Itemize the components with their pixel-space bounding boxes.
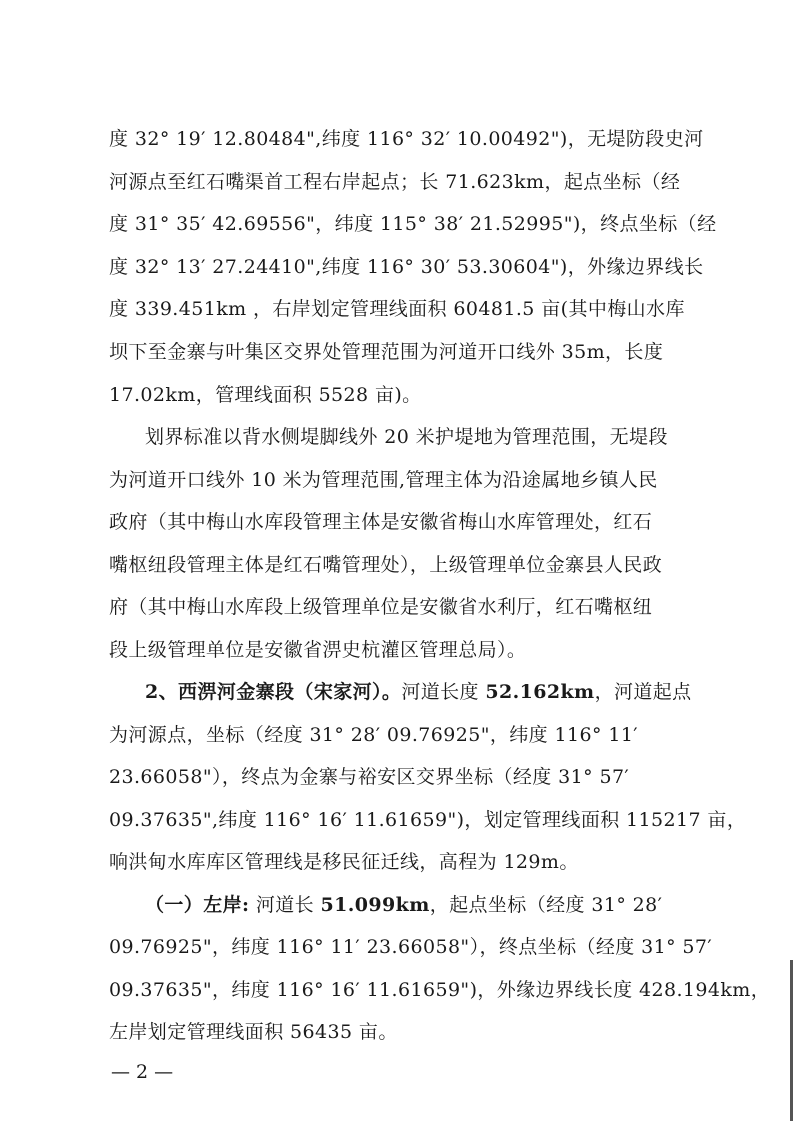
paragraph-line: 嘴枢纽段管理主体是红石嘴管理处），上级管理单位金寨县人民政: [109, 554, 663, 576]
length-value: 52.162km: [485, 681, 595, 703]
section-heading-line: [145, 680, 692, 704]
paragraph-line: 度 32° 19′ 12.80484",纬度 116° 32′ 10.00492")，无堤防段史河: [109, 128, 704, 150]
length-prefix: 河道长度: [401, 681, 486, 703]
line-suffix: ，河道起点: [594, 681, 692, 703]
paragraph-line: 为河源点，坐标（经度 31° 28′ 09.76925"，纬度 116° 11′: [109, 724, 639, 746]
section-heading-period: 。: [381, 681, 402, 703]
paragraph-line: 响洪甸水库库区管理线是移民征迁线，高程为 129m。: [109, 851, 579, 873]
paragraph-line: 政府（其中梅山水库段管理主体是安徽省梅山水库管理处，红石: [109, 511, 653, 533]
page-number: — 2 —: [111, 1061, 174, 1083]
paragraph-line: 17.02km，管理线面积 5528 亩)。: [109, 384, 422, 406]
paragraph-line: 09.37635"，纬度 116° 16′ 11.61659")，外缘边界线长度 428.194km，: [109, 979, 771, 1001]
paragraph-line: 坝下至金寨与叶集区交界处管理范围为河道开口线外 35m，长度: [109, 341, 664, 363]
paragraph-line: 府（其中梅山水库段上级管理单位是安徽省水利厅，红石嘴枢纽: [109, 596, 653, 618]
paragraph-line: 23.66058"），终点为金寨与裕安区交界坐标（经度 31° 57′: [109, 766, 630, 788]
subsection-heading-line: [145, 893, 662, 917]
paragraph-line: 左岸划定管理线面积 56435 亩。: [109, 1021, 398, 1043]
subsection-label: （一）左岸:: [145, 894, 250, 916]
paragraph-line: 度 339.451km ，右岸划定管理线面积 60481.5 亩(其中梅山水库: [109, 298, 685, 320]
paragraph-line: 09.76925"，纬度 116° 11′ 23.66058"），终点坐标（经度 31° 57′: [109, 936, 713, 958]
paragraph-line: 为河道开口线外 10 米为管理范围,管理主体为沿途属地乡镇人民: [109, 469, 658, 491]
paragraph-line: 度 31° 35′ 42.69556"，纬度 115° 38′ 21.52995")，终点坐标（经: [109, 213, 717, 235]
paragraph-line: 段上级管理单位是安徽省淠史杭灌区管理总局）。: [109, 639, 527, 661]
line-suffix: ，起点坐标（经度 31° 28′: [429, 894, 663, 916]
paragraph-line: 划界标准以背水侧堤脚线外 20 米护堤地为管理范围，无堤段: [145, 426, 668, 448]
paragraph-line: 河源点至红石嘴渠首工程右岸起点；长 71.623km，起点坐标（经: [109, 171, 681, 193]
length-prefix: 河道长: [249, 894, 321, 916]
section-heading: 2、西淠河金寨段（宋家河）: [145, 681, 382, 703]
paragraph-line: 度 32° 13′ 27.24410",纬度 116° 30′ 53.30604")，外缘边界线长: [109, 256, 704, 278]
paragraph-line: 09.37635",纬度 116° 16′ 11.61659")，划定管理线面积 115217 亩，: [109, 809, 747, 831]
length-value: 51.099km: [320, 894, 430, 916]
